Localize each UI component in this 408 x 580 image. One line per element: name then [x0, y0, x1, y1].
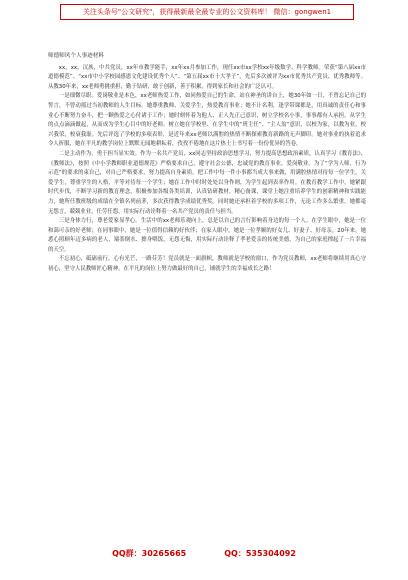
document-title: 师德师风个人事迹材料 — [48, 53, 104, 59]
paragraph-intro: xx，xx，汉族，中共党员，xx年市教学能手，xx年xx月参加工作，现任xx市xx学校xx年级数学、科学教师。荣获“第八届xx市道德模范”、“xx市中小学校园感恩文化建设优秀个人”、“第五届xx市十大孝子”，先后多次被评为xx市优秀共产党员、优秀教师等。从教30年来，xx老师勇挑重担，勤于钻研，敢于创新，善于积累，得到家长和社会的广泛认可。 — [48, 64, 366, 90]
footer-contacts — [0, 548, 408, 559]
promo-banner: 关注头条号"公文研究"，获得最新最全最专业的公文资料库！ 微信：gongwen1 — [60, 4, 354, 20]
paragraph-responsibility: 二是主动作为，勇于担当显实效。作为一名共产党员，xx同志坚持政治思想学习，努力提高思想政治素质，认真学习《教育法》、《教师法》，按照《中小学教师职业道德规范》严格要求自己，遵守社会公德，忠诚党的教育事业，爱岗敬业。为了“学为人师，行为示范”的要求的束自己，对自己严格要求，努力提高自身素质，把工作中每一件小事都当成大事来做，用满腔热情对待每一位学生，关爱学生，尊重学生的人格，平等对待每一个学生；她在工作中时时处处以身作则，为学生起到表率作用。在教育教学工作中，她紧跟时代步伐，不断学习新的教育理念，积极参加各级各类培训，认真钻研教材，精心备课，课堂上她注重培养学生的创新精神和实践能力，她所任教班级的成绩在全镇名列前茅，多次获得教学成绩优秀奖。同时她还承担着学校的多项工作，无论工作多么繁重，她都毫无怨言，兢兢业业，任劳任怨，用实际行动诠释着一名共产党员的责任与担当。 — [48, 150, 366, 215]
qq-group-text: QQ群：30265665 — [112, 549, 187, 558]
paragraph-dedication: 一是细微尽职。爱岗敬业是本色，xx老师热爱工作，如同热爱自己的生命，站在神圣的讲台上，她30年如一日，不曾忘记自己的誓言，不曾动摇过当初教师的人生目标。她尊重教师、关爱学生，热爱教育事业；她不计名利，逢学带课都是，用真诚的责任心和事业心不断努力奋斗，把一颗热爱之心付诸于工作；她时刻怀着为他人、正人先正己意识，树立学校名小事，事事都有人承担，从学生的点点滴滴做起，从而成为学生心目中的好老师。树立她在学校里、在学生中的“班主任”、“主人翁”意识，以校为家，以教为业，校兴我荣，校衰我耻。先后评选了学校的多项表彰，是近年来xx老师以满腔的热情不断探索教育新路的无声脚印。她对事业的执着追求令人折服，她在平凡的教学岗位上默默无闻地耕耘着，孜孜不倦地在这片热土上书写着一份份优异的答卷。 — [48, 93, 366, 148]
document-body — [48, 52, 366, 275]
qq-text: QQ：535304092 — [224, 549, 296, 558]
paragraph-filial-piety: 三是身体力行，尊老爱家显孝心。生活中的xx老师乐观向上，总是以自己的言行影响着身边的每一个人。在学生眼中，她是一位和蔼可亲的好老师；在同事眼中，她是一位值得信赖的好伙伴；在家人眼中，她是一位孝顺的好女儿、好妻子、好母亲。20年来，她悉心照顾年迈多病的老人，端茶倒水、擦身喂饭，无怨无悔，用实际行动诠释了孝老爱亲的传统美德，为自己的家庭撑起了一片幸福的天空。 — [48, 218, 366, 253]
paragraph-conclusion: 不忘初心，砥砺前行，心有光芒，一路芬芳！党员就是一面旗帜，教师就是学校的窗口，作为党员教师，xx老师将继续用真心守初心，坚守人民教师匠心精神，在平凡的岗位上努力做最好的自己，铺就学生的幸福成长之路！ — [48, 256, 366, 273]
